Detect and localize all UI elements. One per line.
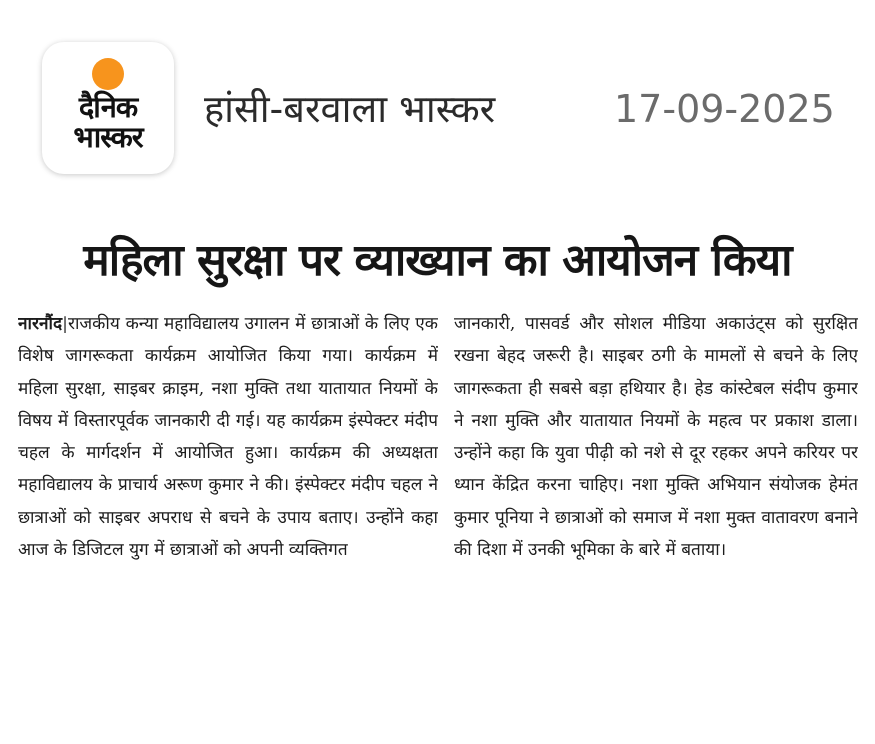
logo-text-line2: भास्कर	[73, 120, 143, 154]
article-body-left: राजकीय कन्या महाविद्यालय उगालन में छात्राओं के लिए एक विशेष जागरूकता कार्यक्रम आयोजित किया गया। कार्यक्रम में महिला सुरक्षा, साइबर क्राइम, नशा मुक्ति तथा यातायात नियमों के विषय में विस्तारपूर्वक जानकारी दी गई। यह कार्यक्रम इंस्पेक्टर मंदीप चहल के मार्गदर्शन में आयोजित हुआ। कार्यक्रम की अध्यक्षता महाविद्यालय के प्राचार्य अरूण कुमार ने की। इंस्पेक्टर मंदीप चहल ने छात्राओं को साइबर अपराध से बचने के उपाय बताए। उन्होंने कहा आज के डिजिटल युग में छात्राओं को अपनी व्यक्तिगत	[18, 314, 438, 561]
publication-name: हांसी-बरवाला भास्कर	[204, 87, 496, 131]
article-body-right: जानकारी, पासवर्ड और सोशल मीडिया अकाउंट्स को सुरक्षित रखना बेहद जरूरी है। साइबर ठगी के मामलों से बचने के लिए जागरूकता ही सबसे बड़ा हथियार है। हेड कांस्टेबल संदीप कुमार ने नशा मुक्ति और यातायात नियमों के महत्व पर प्रकाश डाला। उन्होंने कहा कि युवा पीढ़ी को नशे से दूर रहकर अपने करियर पर ध्यान केंद्रित करना चाहिए। नशा मुक्ति अभियान संयोजक हेमंत कुमार पूनिया ने छात्राओं को समाज में नशा मुक्त वातावरण बनाने की दिशा में उनकी भूमिका के बारे में बताया।	[454, 314, 858, 561]
article-column-right	[454, 308, 858, 740]
sun-dot-icon	[92, 58, 124, 90]
article-headline: महिला सुरक्षा पर व्याख्यान का आयोजन किया	[83, 235, 792, 286]
dainik-bhaskar-logo	[42, 42, 174, 174]
logo-text-line1: दैनिक	[78, 90, 138, 124]
article-dateline: नारनौंद	[18, 314, 63, 334]
newspaper-header	[0, 0, 875, 200]
dateline-separator: |	[62, 314, 68, 334]
publication-date: 17-09-2025	[614, 87, 835, 131]
article-column-left	[18, 308, 438, 740]
